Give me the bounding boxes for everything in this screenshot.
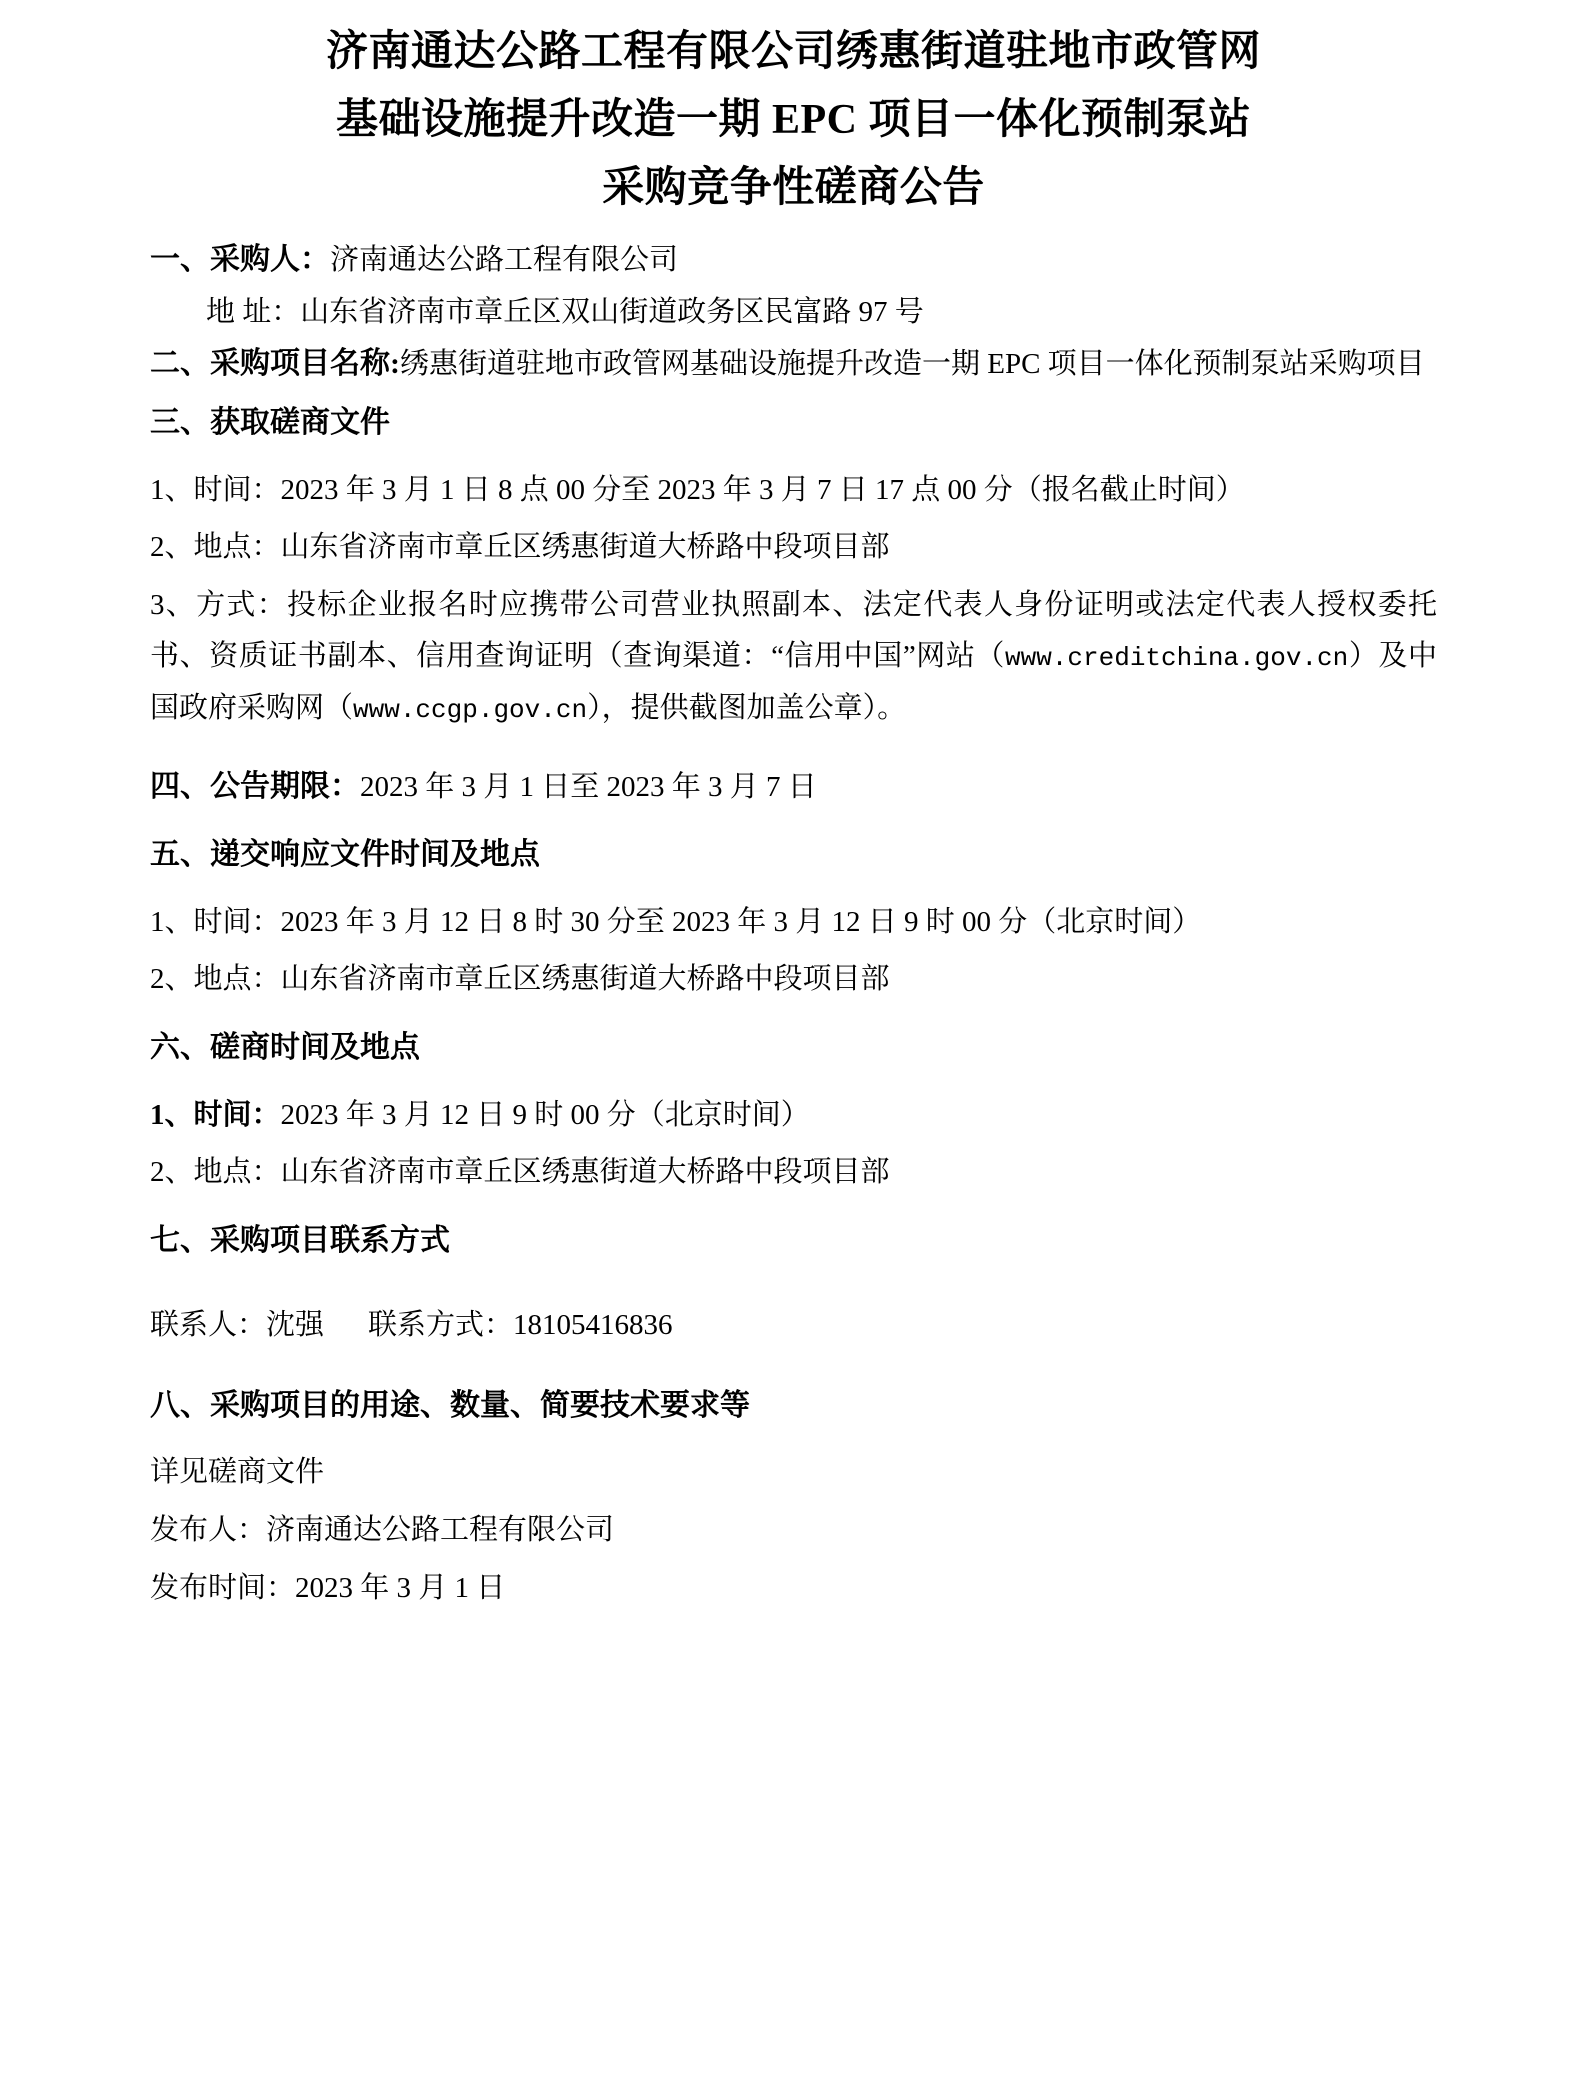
negotiation-time-label: 1、时间： — [150, 1098, 281, 1131]
negotiation-time-value: 2023 年 3 月 12 日 9 时 00 分（北京时间） — [280, 1098, 810, 1131]
submit-response-item-1: 1、时间：2023 年 3 月 12 日 8 时 30 分至 2023 年 3 月 12 日 9 时 00 分（北京时间） — [150, 905, 1202, 938]
section-negotiation-heading: 六、磋商时间及地点 — [150, 1030, 420, 1064]
section-purchaser-address — [150, 287, 1437, 339]
title-line-2: 基础设施提升改造一期 EPC 项目一体化预制泵站 — [335, 97, 1251, 144]
method-text-mid: ）及中国政府采购网（ — [150, 640, 1437, 724]
section-usage-body: 详见磋商文件 — [150, 1456, 325, 1489]
title-line-3: 采购竞争性磋商公告 — [602, 165, 985, 212]
section-project-name — [150, 338, 1437, 391]
method-text-suffix: ），提供截图加盖公章）。 — [587, 691, 907, 724]
announcement-period-value: 2023 年 3 月 1 日至 2023 年 3 月 7 日 — [360, 770, 817, 803]
section-project-name-label: 二、采购项目名称: — [150, 347, 400, 381]
contact-line — [150, 1301, 1437, 1350]
section-announcement-period — [150, 761, 1437, 814]
obtain-documents-item-2: 2、地点：山东省济南市章丘区绣惠街道大桥路中段项目部 — [150, 531, 890, 564]
contact-name: 沈强 — [266, 1309, 325, 1342]
submit-response-item-2: 2、地点：山东省济南市章丘区绣惠街道大桥路中段项目部 — [150, 963, 890, 996]
contact-label: 联系人： — [150, 1309, 267, 1342]
publisher-label: 发布人： — [150, 1513, 267, 1546]
page-title — [150, 18, 1437, 222]
address-value: 山东省济南市章丘区双山街道政务区民富路 97 号 — [300, 295, 924, 328]
section-submit-response-heading: 五、递交响应文件时间及地点 — [150, 838, 540, 872]
creditchina-url: www.creditchina.gov.cn — [1005, 643, 1349, 674]
address-label: 地 址： — [206, 295, 301, 328]
publish-time-line — [150, 1563, 1437, 1615]
publish-time-label: 发布时间： — [150, 1571, 296, 1604]
section-contact-heading: 七、采购项目联系方式 — [150, 1223, 450, 1257]
section-project-name-value: 绣惠街道驻地市政管网基础设施提升改造一期 EPC 项目一体化预制泵站采购项目 — [400, 348, 1425, 381]
section-usage-heading: 八、采购项目的用途、数量、简要技术要求等 — [150, 1388, 750, 1422]
section-purchaser-value: 济南通达公路工程有限公司 — [330, 244, 679, 277]
section-purchaser-label: 一、采购人： — [150, 243, 330, 277]
publish-time-value: 2023 年 3 月 1 日 — [295, 1571, 506, 1604]
ccgp-url: www.ccgp.gov.cn — [353, 694, 588, 725]
phone-label: 联系方式： — [368, 1309, 514, 1342]
obtain-documents-item-1: 1、时间：2023 年 3 月 1 日 8 点 00 分至 2023 年 3 月 7 日 17 点 00 分（报名截止时间） — [150, 473, 1245, 506]
announcement-period-label: 四、公告期限： — [150, 769, 360, 803]
title-line-1: 济南通达公路工程有限公司绣惠街道驻地市政管网 — [325, 29, 1261, 75]
section-purchaser-heading — [150, 234, 1437, 287]
negotiation-item-1 — [150, 1090, 1437, 1142]
phone-value: 18105416836 — [513, 1309, 673, 1342]
obtain-documents-method — [150, 580, 1437, 735]
publisher-line — [150, 1505, 1437, 1557]
publisher-value: 济南通达公路工程有限公司 — [266, 1513, 615, 1546]
section-obtain-documents-heading: 三、获取磋商文件 — [150, 405, 390, 439]
method-text-prefix: 3、方式：投标企业报名时应携带公司营业执照副本、法定代表人身份证明或法定代表人授权委托书、资质证书副本、信用查询证明（查询渠道：“信用中国”网站（ — [150, 588, 1437, 673]
negotiation-item-2: 2、地点：山东省济南市章丘区绣惠街道大桥路中段项目部 — [150, 1156, 890, 1189]
